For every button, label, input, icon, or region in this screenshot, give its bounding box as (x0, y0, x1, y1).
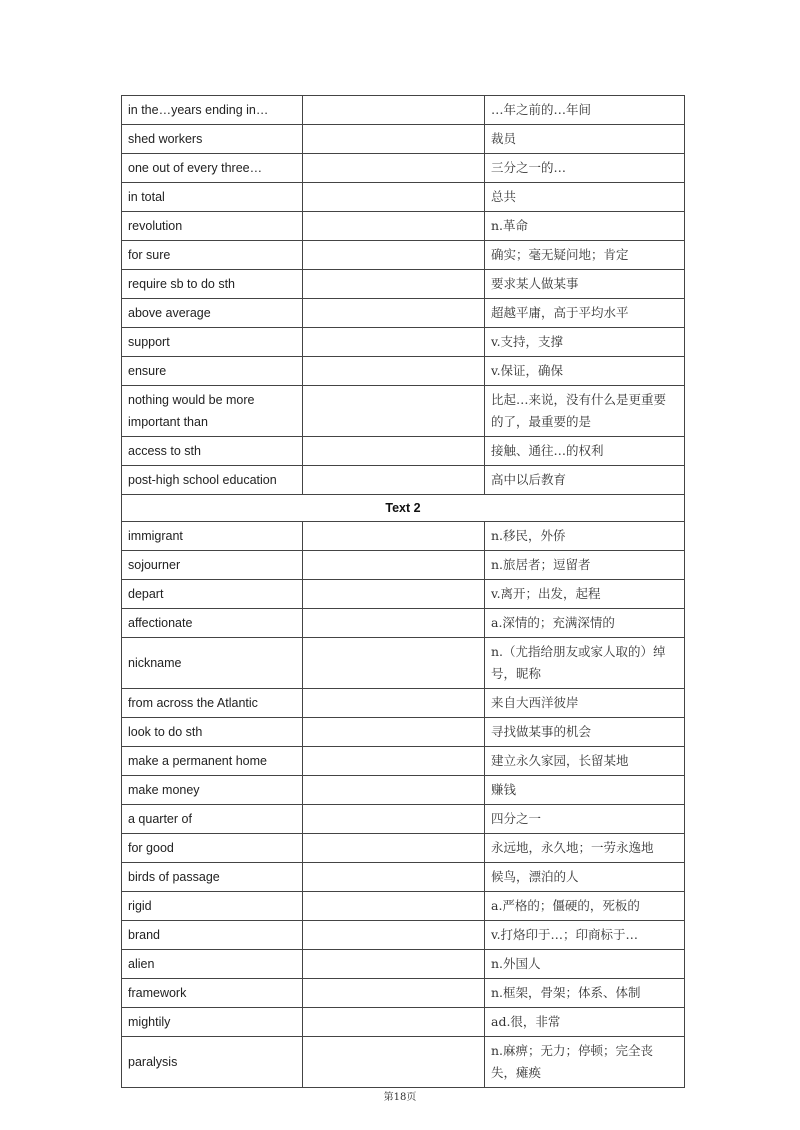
blank-cell (303, 950, 485, 979)
table-row (122, 609, 685, 638)
table-row (122, 863, 685, 892)
chinese-meaning: 建立永久家园，长留某地 (485, 747, 685, 776)
blank-cell (303, 580, 485, 609)
english-term: in the…years ending in… (122, 96, 303, 125)
english-term: from across the Atlantic (122, 689, 303, 718)
english-term: nothing would be more important than (122, 386, 303, 437)
english-term: nickname (122, 638, 303, 689)
blank-cell (303, 551, 485, 580)
english-term: in total (122, 183, 303, 212)
english-term: for good (122, 834, 303, 863)
vocabulary-table-body-text2 (122, 522, 685, 1088)
table-row (122, 154, 685, 183)
chinese-meaning: 比起…来说，没有什么是更重要的了，最重要的是 (485, 386, 685, 437)
english-term: one out of every three… (122, 154, 303, 183)
table-row (122, 212, 685, 241)
english-term: paralysis (122, 1037, 303, 1088)
chinese-meaning: 寻找做某事的机会 (485, 718, 685, 747)
english-term: ensure (122, 357, 303, 386)
table-row (122, 437, 685, 466)
table-row (122, 718, 685, 747)
blank-cell (303, 357, 485, 386)
table-row (122, 466, 685, 495)
chinese-meaning: v.打烙印于…；印商标于… (485, 921, 685, 950)
chinese-meaning: v.支持，支撑 (485, 328, 685, 357)
chinese-meaning: ad.很，非常 (485, 1008, 685, 1037)
blank-cell (303, 125, 485, 154)
table-row (122, 1037, 685, 1088)
english-term: depart (122, 580, 303, 609)
english-term: look to do sth (122, 718, 303, 747)
blank-cell (303, 1037, 485, 1088)
chinese-meaning: 永远地，永久地；一劳永逸地 (485, 834, 685, 863)
chinese-meaning: n.移民，外侨 (485, 522, 685, 551)
english-term: for sure (122, 241, 303, 270)
blank-cell (303, 1008, 485, 1037)
chinese-meaning: n.旅居者；逗留者 (485, 551, 685, 580)
english-term: shed workers (122, 125, 303, 154)
table-row (122, 386, 685, 437)
blank-cell (303, 747, 485, 776)
section-header-row (122, 495, 685, 522)
chinese-meaning: n.革命 (485, 212, 685, 241)
table-row (122, 299, 685, 328)
section-title: Text 2 (122, 495, 685, 522)
table-row (122, 96, 685, 125)
english-term: immigrant (122, 522, 303, 551)
table-row (122, 522, 685, 551)
table-row (122, 270, 685, 299)
table-row (122, 357, 685, 386)
chinese-meaning: 三分之一的… (485, 154, 685, 183)
english-term: a quarter of (122, 805, 303, 834)
chinese-meaning: 来自大西洋彼岸 (485, 689, 685, 718)
table-row (122, 580, 685, 609)
blank-cell (303, 154, 485, 183)
blank-cell (303, 921, 485, 950)
blank-cell (303, 212, 485, 241)
table-row (122, 805, 685, 834)
blank-cell (303, 328, 485, 357)
blank-cell (303, 437, 485, 466)
english-term: above average (122, 299, 303, 328)
english-term: sojourner (122, 551, 303, 580)
blank-cell (303, 979, 485, 1008)
table-row (122, 689, 685, 718)
table-row (122, 551, 685, 580)
chinese-meaning: 确实；毫无疑问地；肯定 (485, 241, 685, 270)
table-row (122, 125, 685, 154)
chinese-meaning: v.离开；出发，起程 (485, 580, 685, 609)
chinese-meaning: n.外国人 (485, 950, 685, 979)
english-term: revolution (122, 212, 303, 241)
blank-cell (303, 776, 485, 805)
blank-cell (303, 805, 485, 834)
blank-cell (303, 386, 485, 437)
chinese-meaning: n.（尤指给朋友或家人取的）绰号，昵称 (485, 638, 685, 689)
blank-cell (303, 299, 485, 328)
english-term: make a permanent home (122, 747, 303, 776)
english-term: post-high school education (122, 466, 303, 495)
chinese-meaning: 四分之一 (485, 805, 685, 834)
chinese-meaning: 总共 (485, 183, 685, 212)
chinese-meaning: v.保证，确保 (485, 357, 685, 386)
chinese-meaning: 接触、通往…的权利 (485, 437, 685, 466)
chinese-meaning: 赚钱 (485, 776, 685, 805)
table-row (122, 892, 685, 921)
table-row (122, 1008, 685, 1037)
chinese-meaning: …年之前的…年间 (485, 96, 685, 125)
table-row (122, 638, 685, 689)
english-term: framework (122, 979, 303, 1008)
table-row (122, 921, 685, 950)
blank-cell (303, 522, 485, 551)
page-number: 第18页 (383, 1092, 417, 1103)
blank-cell (303, 834, 485, 863)
english-term: rigid (122, 892, 303, 921)
english-term: alien (122, 950, 303, 979)
chinese-meaning: a.严格的；僵硬的，死板的 (485, 892, 685, 921)
table-row (122, 834, 685, 863)
table-row (122, 950, 685, 979)
table-row (122, 747, 685, 776)
chinese-meaning: 高中以后教育 (485, 466, 685, 495)
vocabulary-table (121, 95, 685, 1088)
section-row-group (122, 495, 685, 522)
blank-cell (303, 892, 485, 921)
vocabulary-table-body (122, 96, 685, 495)
chinese-meaning: 裁员 (485, 125, 685, 154)
chinese-meaning: a.深情的；充满深情的 (485, 609, 685, 638)
table-row (122, 241, 685, 270)
chinese-meaning: n.框架，骨架；体系、体制 (485, 979, 685, 1008)
english-term: support (122, 328, 303, 357)
blank-cell (303, 638, 485, 689)
chinese-meaning: 超越平庸，高于平均水平 (485, 299, 685, 328)
table-row (122, 328, 685, 357)
chinese-meaning: 候鸟，漂泊的人 (485, 863, 685, 892)
table-row (122, 183, 685, 212)
blank-cell (303, 609, 485, 638)
blank-cell (303, 863, 485, 892)
english-term: make money (122, 776, 303, 805)
blank-cell (303, 466, 485, 495)
chinese-meaning: n.麻痹；无力；停顿；完全丧失，瘫痪 (485, 1037, 685, 1088)
english-term: affectionate (122, 609, 303, 638)
english-term: brand (122, 921, 303, 950)
blank-cell (303, 718, 485, 747)
english-term: access to sth (122, 437, 303, 466)
chinese-meaning: 要求某人做某事 (485, 270, 685, 299)
table-row (122, 776, 685, 805)
blank-cell (303, 241, 485, 270)
blank-cell (303, 96, 485, 125)
blank-cell (303, 689, 485, 718)
english-term: birds of passage (122, 863, 303, 892)
blank-cell (303, 183, 485, 212)
table-row (122, 979, 685, 1008)
english-term: mightily (122, 1008, 303, 1037)
blank-cell (303, 270, 485, 299)
english-term: require sb to do sth (122, 270, 303, 299)
